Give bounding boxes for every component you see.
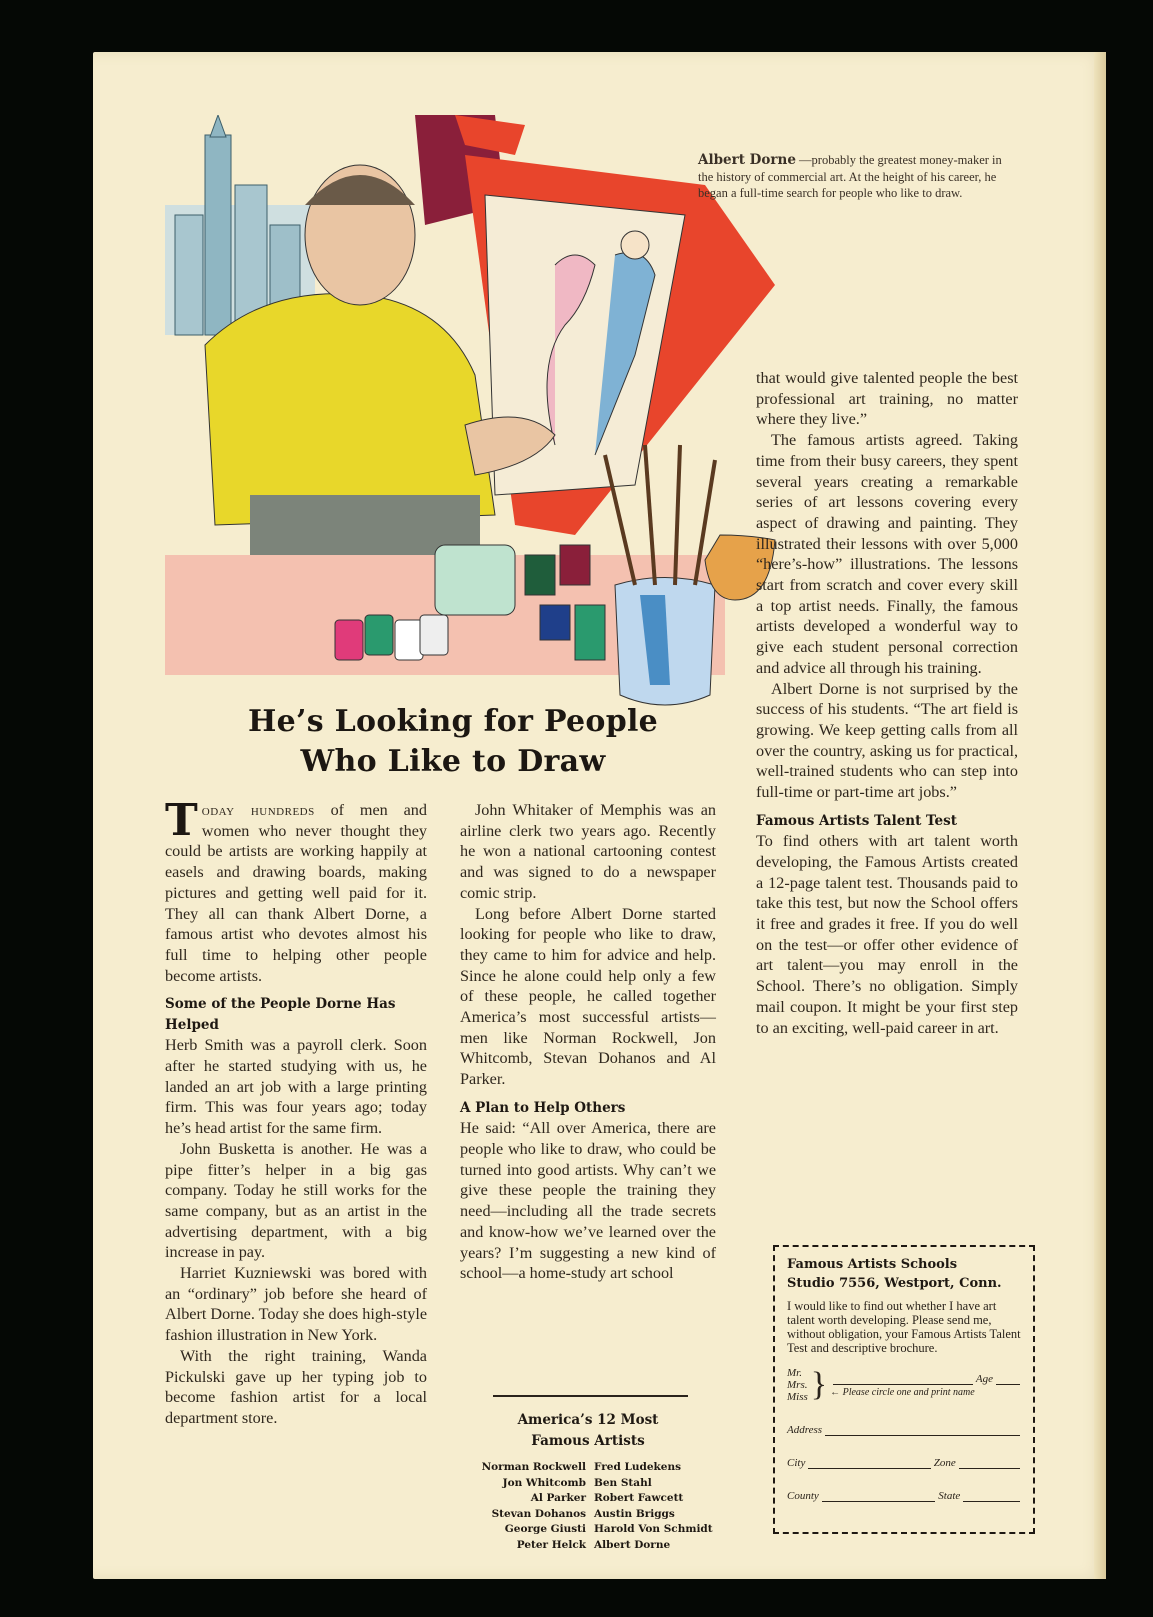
- intro-lead: oday hundreds: [201, 801, 315, 819]
- coupon-body: I would like to find out whether I have art talent worth developing. Please send me, without obligation, your Famous Artists Talent Test and descriptive brochure.: [787, 1299, 1021, 1355]
- artists-title-line-2: Famous Artists: [531, 1433, 645, 1449]
- intro-paragraph: [165, 795, 427, 986]
- address-row: [787, 1423, 1023, 1436]
- artist-illustration: [165, 115, 780, 715]
- state-label: State: [938, 1490, 961, 1502]
- artist-row: [448, 1491, 748, 1507]
- illustration-caption: [698, 152, 1018, 202]
- brace-icon: }: [810, 1366, 828, 1403]
- paragraph: Long before Albert Dorne started looking for people who like to draw, they came to him for advice and help. Since he alone could help only a few of these people, he called together America’s most successful artists—men like Norman Rockwell, Jon Whitcomb, Stevan Dohanos and Al Parker.: [460, 904, 716, 1089]
- paragraph: that would give talented people the best professional art training, no matter where they live.”: [756, 369, 1018, 429]
- coupon-school: Famous Artists Schools: [787, 1257, 958, 1272]
- paragraph: To find others with art talent worth developing, the Famous Artists created a 12-page talent test. Thousands paid to take this test, but now the School offers it free and grades it free. If you do well on the test—or offer other evidence of art talent—you may enroll in the School. There’s no obligation. Simply mail coupon. It might be your first step to an exciting, well-paid career in art.: [756, 832, 1018, 1037]
- name-row: [787, 1367, 1023, 1403]
- artist-name: Robert Fawcett: [594, 1492, 684, 1504]
- ad-page: [93, 52, 1106, 1579]
- subhead-plan: A Plan to Help Others: [460, 1099, 626, 1116]
- paragraph: Harriet Kuzniewski was bored with an “ordinary” job before she heard of Albert Dorne. Today she does high-style fashion illustration in New York.: [165, 1264, 428, 1345]
- artist-name: Jon Whitcomb: [502, 1476, 586, 1489]
- artist-row: [448, 1460, 748, 1476]
- address-label: Address: [787, 1424, 823, 1436]
- coupon-form: [787, 1367, 1023, 1502]
- divider-rule: [493, 1395, 688, 1397]
- column-1: [165, 795, 428, 1429]
- headline-line-1: He’s Looking for People: [247, 704, 659, 739]
- name-field-group: [830, 1372, 1023, 1398]
- county-row: [787, 1489, 1023, 1502]
- column-2: [460, 800, 716, 1284]
- artists-box-title: [460, 1410, 716, 1452]
- honorific-miss[interactable]: Miss: [787, 1391, 808, 1403]
- artist-row: [448, 1538, 748, 1554]
- county-field[interactable]: [822, 1489, 935, 1502]
- headline: [193, 702, 713, 782]
- artist-name: Albert Dorne: [594, 1538, 671, 1551]
- intro-text: of men and women who never thought they could be artists are working happily at easels and drawing boards, making pictures and getting well paid for it. They all can thank Albert Dorne, a famous artist who devotes almost his full time to helping other people become artists.: [165, 801, 427, 985]
- honorific-options[interactable]: [787, 1367, 808, 1403]
- paragraph: John Busketta is another. He was a pipe fitter’s helper in a big gas company. Today he still works for the same company, but as an artist in the advertising department, with a big increase in pay.: [165, 1139, 427, 1262]
- coupon-address: Studio 7556, Westport, Conn.: [787, 1276, 1002, 1291]
- artist-row: [448, 1476, 748, 1492]
- zone-label: Zone: [933, 1457, 956, 1469]
- artists-list: [448, 1460, 748, 1553]
- city-row: [787, 1456, 1023, 1469]
- artist-name: Harold Von Schmidt: [594, 1523, 713, 1535]
- city-label: City: [787, 1457, 806, 1469]
- headline-line-2: Who Like to Draw: [300, 744, 606, 779]
- paragraph: He said: “All over America, there are people who like to draw, who could be turned into good artists. Why can’t we give these people the training they need—including all the trade secrets and know-how we’ve learned over the years? I’m suggesting a new kind of school—a home-study art school: [460, 1119, 716, 1283]
- artist-name: Ben Stahl: [594, 1476, 652, 1489]
- column-3: [756, 368, 1018, 1038]
- artist-row: [448, 1522, 748, 1538]
- name-field[interactable]: [833, 1372, 973, 1385]
- subhead-talent-test: Famous Artists Talent Test: [756, 812, 957, 829]
- state-field[interactable]: [963, 1489, 1020, 1502]
- artist-name: Peter Helck: [516, 1538, 586, 1551]
- artist-name: Al Parker: [530, 1492, 586, 1504]
- artist-row: [448, 1507, 748, 1523]
- drop-cap: T: [165, 795, 198, 846]
- easel-with-drawing: [465, 155, 775, 535]
- city-field[interactable]: [808, 1456, 930, 1469]
- paragraph: Herb Smith was a payroll clerk. Soon after he started studying with us, he landed an art job with a large printing firm. This was four years ago; today he’s head artist for the same firm.: [165, 1036, 427, 1138]
- age-label: Age: [975, 1373, 993, 1385]
- artists-title-line-1: America’s 12 Most: [517, 1412, 659, 1428]
- paragraph: With the right training, Wanda Pickulski gave up her typing job to become fashion artist for a local department store.: [165, 1346, 427, 1427]
- caption-text: —probably the greatest money-maker in the history of commercial art. At the height of his career, he began a full-time search for people who like to draw.: [698, 153, 1002, 200]
- paragraph: Albert Dorne is not surprised by the success of his students. “The art field is growing. We keep getting calls from all over the country, asking us for practical, well-trained students who can step into full-time or part-time art jobs.”: [756, 679, 1018, 802]
- honorific-mrs[interactable]: Mrs.: [787, 1379, 808, 1391]
- county-label: County: [787, 1490, 819, 1502]
- artist-name: Austin Briggs: [594, 1507, 675, 1520]
- paragraph: John Whitaker of Memphis was an airline clerk two years ago. Recently he won a national cartooning contest and was signed to do a newspaper comic strip.: [460, 801, 716, 902]
- honorific-mr[interactable]: Mr.: [787, 1367, 802, 1379]
- age-field[interactable]: [996, 1372, 1020, 1385]
- zone-field[interactable]: [959, 1456, 1020, 1469]
- artist-name: Stevan Dohanos: [491, 1507, 586, 1520]
- address-field[interactable]: [825, 1423, 1020, 1436]
- subhead-people-helped: Some of the People Dorne Has Helped: [165, 996, 396, 1033]
- artist-name: Norman Rockwell: [481, 1461, 586, 1473]
- paint-tubes: [335, 615, 448, 660]
- artist-name: Fred Ludekens: [594, 1461, 682, 1473]
- name-note: ← Please circle one and print name: [830, 1387, 975, 1398]
- artist-name: George Giusti: [504, 1523, 586, 1535]
- page-spine-edge: [1094, 52, 1106, 1579]
- mail-coupon[interactable]: [773, 1245, 1035, 1534]
- caption-name: Albert Dorne: [698, 152, 796, 168]
- paragraph: The famous artists agreed. Taking time from their busy careers, they spent several years creating a remarkable series of art lessons covering every aspect of drawing and painting. They illustrated their lessons with over 5,000 “here’s-how” illustrations. The lessons start from scratch and cover every skill a top artist needs. Finally, the famous artists developed a wonderful way to give each student personal correction and advice all through his training.: [756, 431, 1018, 677]
